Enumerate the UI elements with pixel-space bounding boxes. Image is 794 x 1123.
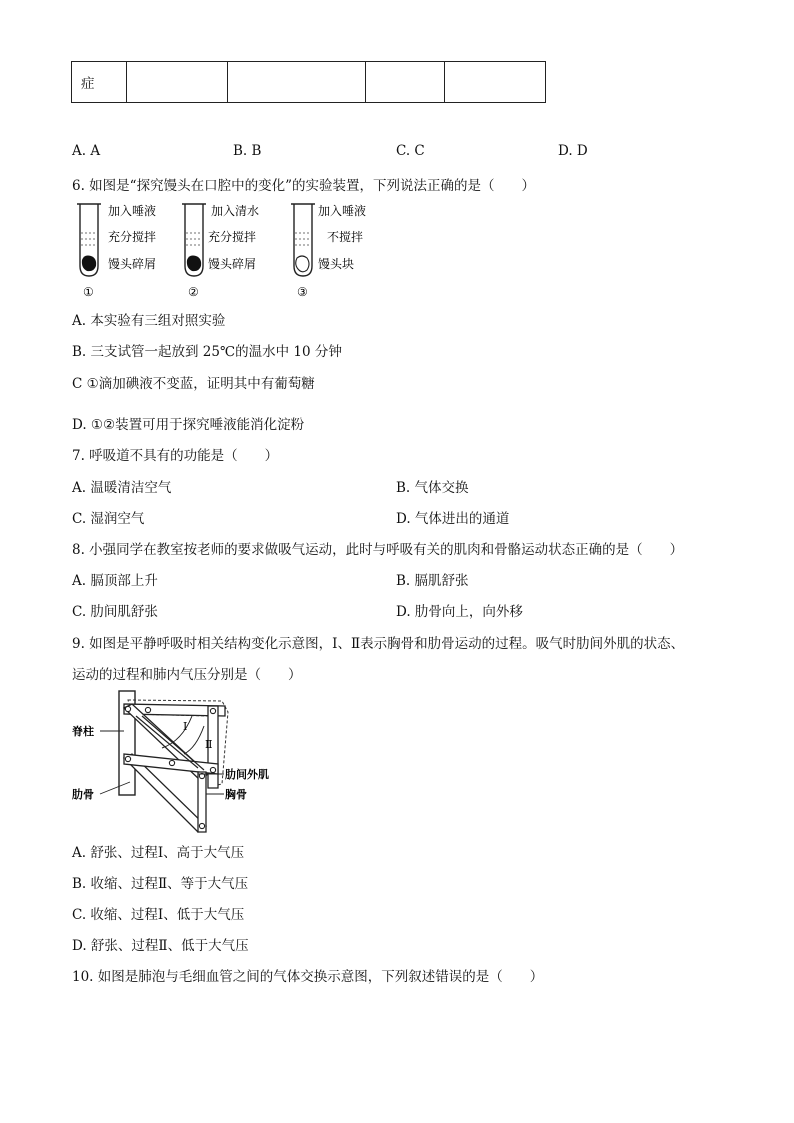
q9-question-line-2: 运动的过程和肺内气压分别是（ ） <box>72 667 302 683</box>
process-2-label: Ⅱ <box>205 738 213 751</box>
q8-question: 8. 小强同学在教室按老师的要求做吸气运动，此时与呼吸有关的肌肉和骨骼运动状态正确的是（ ） <box>72 542 684 558</box>
q5-option-a: A. A <box>72 143 101 159</box>
tube-1-line-1: 加入唾液 <box>108 204 157 218</box>
tube-3-line-3: 馒头块 <box>318 257 355 271</box>
q10-question: 10. 如图是肺泡与毛细血管之间的气体交换示意图，下列叙述错误的是（ ） <box>72 969 544 985</box>
table-row <box>72 62 546 103</box>
q9-question-line-1: 9. 如图是平静呼吸时相关结构变化示意图，Ⅰ、Ⅱ表示胸骨和肋骨运动的过程。吸气时肋间外肌的状态、 <box>72 636 685 652</box>
q6-question: 6. 如图是“探究馒头在口腔中的变化”的实验装置，下列说法正确的是（ ） <box>72 178 535 194</box>
table-cell <box>228 62 366 103</box>
test-tube-2 <box>182 204 206 276</box>
q5-option-c: C. C <box>396 143 425 159</box>
table-cell <box>127 62 228 103</box>
process-1-label: Ⅰ <box>183 720 188 733</box>
q9-option-c: C. 收缩、过程Ⅰ、低于大气压 <box>72 907 245 923</box>
tube-1-number: ① <box>83 285 94 299</box>
q6-option-d: D. ①②装置可用于探究唾液能消化淀粉 <box>72 417 305 433</box>
tube-3-number: ③ <box>297 285 308 299</box>
test-tube-1 <box>77 204 101 276</box>
tube-1-line-2: 充分搅拌 <box>108 230 157 244</box>
q7-option-b: B. 气体交换 <box>396 480 469 496</box>
q6-option-b: B. 三支试管一起放到 25℃的温水中 10 分钟 <box>72 344 342 360</box>
tube-2-line-1: 加入清水 <box>211 204 260 218</box>
sternum-label: 胸骨 <box>225 788 247 801</box>
q7-option-c: C. 湿润空气 <box>72 511 145 527</box>
tube-2-line-3: 馒头碎屑 <box>208 257 257 271</box>
test-tube-3 <box>291 204 315 276</box>
table-cell <box>366 62 445 103</box>
answer-table <box>71 61 546 103</box>
table-row-label: 症 <box>72 62 127 103</box>
tube-3-line-2: 不搅拌 <box>327 230 364 244</box>
spine-label: 脊柱 <box>72 725 94 738</box>
q7-option-d: D. 气体进出的通道 <box>396 511 510 527</box>
q9-option-d: D. 舒张、过程Ⅱ、低于大气压 <box>72 938 249 954</box>
intercostal-label: 肋间外肌 <box>225 768 269 781</box>
q7-question: 7. 呼吸道不具有的功能是（ ） <box>72 448 279 464</box>
q9-option-b: B. 收缩、过程Ⅱ、等于大气压 <box>72 876 249 892</box>
q6-option-a: A. 本实验有三组对照实验 <box>72 313 226 329</box>
q5-option-b: B. B <box>233 143 262 159</box>
q8-option-d: D. 肋骨向上，向外移 <box>396 604 523 620</box>
q5-option-d: D. D <box>558 143 588 159</box>
tube-2-line-2: 充分搅拌 <box>208 230 257 244</box>
q7-option-a: A. 温暖清洁空气 <box>72 480 172 496</box>
q8-option-a: A. 膈顶部上升 <box>72 573 158 589</box>
tube-3-line-1: 加入唾液 <box>318 204 367 218</box>
q8-option-b: B. 膈肌舒张 <box>396 573 469 589</box>
rib-label: 肋骨 <box>72 788 94 801</box>
rib-movement-figure <box>72 686 282 836</box>
q9-option-a: A. 舒张、过程Ⅰ、高于大气压 <box>72 845 245 861</box>
test-tubes-figure <box>72 198 382 302</box>
table-cell <box>445 62 546 103</box>
q8-option-c: C. 肋间肌舒张 <box>72 604 158 620</box>
tube-1-line-3: 馒头碎屑 <box>108 257 157 271</box>
q6-option-c: C ①滴加碘液不变蓝，证明其中有葡萄糖 <box>72 376 315 392</box>
tube-2-number: ② <box>188 285 199 299</box>
